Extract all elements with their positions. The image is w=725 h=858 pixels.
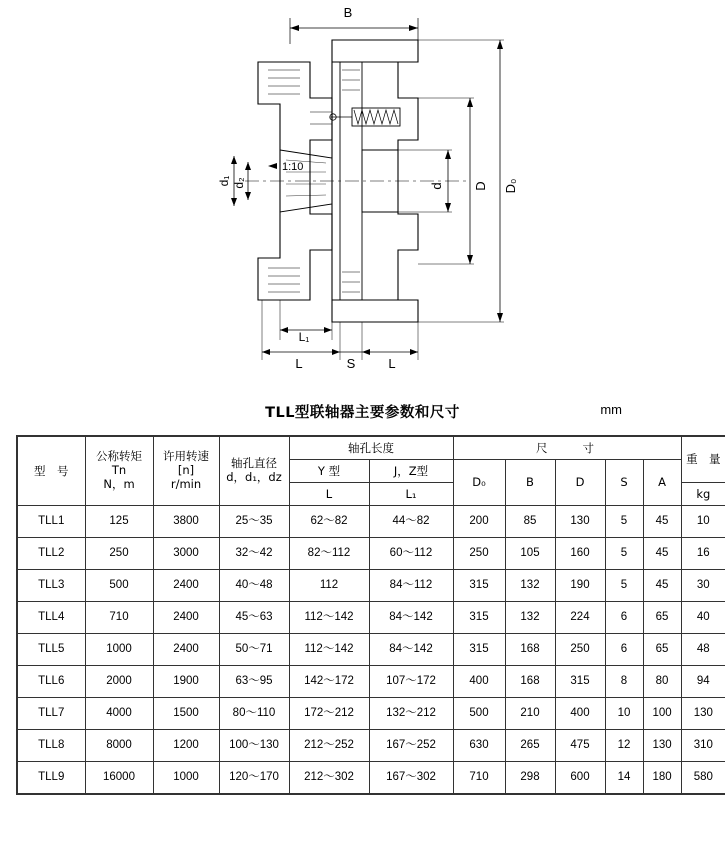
header-S: S bbox=[605, 460, 643, 506]
cell-speed: 3000 bbox=[153, 538, 219, 570]
cell-A: 45 bbox=[643, 570, 681, 602]
header-dimensions: 尺 寸 bbox=[453, 436, 681, 460]
cell-model: TLL3 bbox=[17, 570, 85, 602]
cell-D0: 710 bbox=[453, 762, 505, 795]
cell-speed: 2400 bbox=[153, 634, 219, 666]
header-y-type: Y 型 bbox=[289, 460, 369, 483]
cell-A: 130 bbox=[643, 730, 681, 762]
label-L1: L₁ bbox=[298, 330, 310, 344]
cell-A: 80 bbox=[643, 666, 681, 698]
cell-A: 65 bbox=[643, 634, 681, 666]
cell-S: 6 bbox=[605, 602, 643, 634]
cell-D: 160 bbox=[555, 538, 605, 570]
spec-table-wrap bbox=[16, 435, 721, 795]
cell-D0: 200 bbox=[453, 506, 505, 538]
cell-S: 6 bbox=[605, 634, 643, 666]
header-speed-l3: r/min bbox=[170, 476, 202, 491]
technical-drawing bbox=[0, 0, 725, 395]
label-B: B bbox=[343, 5, 353, 20]
cell-bore: 80～110 bbox=[219, 698, 289, 730]
header-D0: D₀ bbox=[453, 460, 505, 506]
cell-weight: 40 bbox=[681, 602, 725, 634]
header-D: D bbox=[555, 460, 605, 506]
cell-model: TLL4 bbox=[17, 602, 85, 634]
header-torque-l2: Tn bbox=[111, 463, 127, 478]
unit-label: mm bbox=[600, 402, 622, 417]
cell-bore: 45～63 bbox=[219, 602, 289, 634]
cell-torque: 125 bbox=[85, 506, 153, 538]
cell-speed: 2400 bbox=[153, 570, 219, 602]
cell-D0: 630 bbox=[453, 730, 505, 762]
header-speed-l2: [n] bbox=[177, 463, 195, 478]
cell-D: 130 bbox=[555, 506, 605, 538]
cell-S: 14 bbox=[605, 762, 643, 795]
label-d1: d₁ bbox=[217, 175, 231, 187]
header-weight-unit: kg bbox=[681, 483, 725, 506]
cell-model: TLL2 bbox=[17, 538, 85, 570]
cell-bore: 40～48 bbox=[219, 570, 289, 602]
label-D0: D₀ bbox=[503, 178, 518, 194]
cell-L: 112～142 bbox=[289, 602, 369, 634]
cell-D0: 315 bbox=[453, 570, 505, 602]
cell-S: 10 bbox=[605, 698, 643, 730]
cell-D0: 500 bbox=[453, 698, 505, 730]
cell-L: 172～212 bbox=[289, 698, 369, 730]
cell-L: 112 bbox=[289, 570, 369, 602]
cell-B: 210 bbox=[505, 698, 555, 730]
cell-speed: 1900 bbox=[153, 666, 219, 698]
cell-D: 190 bbox=[555, 570, 605, 602]
cell-L1: 44～82 bbox=[369, 506, 453, 538]
cell-model: TLL7 bbox=[17, 698, 85, 730]
cell-torque: 710 bbox=[85, 602, 153, 634]
cell-D0: 315 bbox=[453, 602, 505, 634]
cell-model: TLL8 bbox=[17, 730, 85, 762]
cell-B: 168 bbox=[505, 666, 555, 698]
cell-speed: 1500 bbox=[153, 698, 219, 730]
cell-S: 8 bbox=[605, 666, 643, 698]
cell-D: 250 bbox=[555, 634, 605, 666]
header-L1: L₁ bbox=[369, 483, 453, 506]
header-torque bbox=[85, 436, 153, 506]
table-row bbox=[17, 730, 725, 762]
cell-S: 5 bbox=[605, 570, 643, 602]
cell-L1: 107～172 bbox=[369, 666, 453, 698]
cell-torque: 4000 bbox=[85, 698, 153, 730]
cell-speed: 2400 bbox=[153, 602, 219, 634]
header-speed-l1: 许用转速 bbox=[163, 449, 209, 464]
cell-bore: 63～95 bbox=[219, 666, 289, 698]
cell-L1: 132～212 bbox=[369, 698, 453, 730]
cell-L1: 167～302 bbox=[369, 762, 453, 795]
cell-D0: 400 bbox=[453, 666, 505, 698]
cell-L1: 167～252 bbox=[369, 730, 453, 762]
label-L-right: L bbox=[388, 356, 396, 371]
header-model: 型 号 bbox=[17, 436, 85, 506]
cell-B: 265 bbox=[505, 730, 555, 762]
label-d2: d₂ bbox=[232, 177, 246, 189]
header-bore-length: 轴孔长度 bbox=[289, 436, 453, 460]
header-bore-l1: 轴孔直径 bbox=[231, 456, 277, 471]
cell-L1: 84～142 bbox=[369, 634, 453, 666]
table-row bbox=[17, 762, 725, 795]
header-B: B bbox=[505, 460, 555, 506]
cell-torque: 16000 bbox=[85, 762, 153, 795]
cell-torque: 1000 bbox=[85, 634, 153, 666]
cell-L: 62～82 bbox=[289, 506, 369, 538]
cell-weight: 10 bbox=[681, 506, 725, 538]
cell-L: 82～112 bbox=[289, 538, 369, 570]
cell-torque: 250 bbox=[85, 538, 153, 570]
cell-bore: 50～71 bbox=[219, 634, 289, 666]
cell-bore: 32～42 bbox=[219, 538, 289, 570]
cell-D0: 315 bbox=[453, 634, 505, 666]
cell-weight: 310 bbox=[681, 730, 725, 762]
cell-model: TLL5 bbox=[17, 634, 85, 666]
table-title: TLL型联轴器主要参数和尺寸 bbox=[265, 405, 460, 421]
cell-L1: 84～142 bbox=[369, 602, 453, 634]
table-row bbox=[17, 570, 725, 602]
cell-A: 45 bbox=[643, 506, 681, 538]
cell-model: TLL9 bbox=[17, 762, 85, 795]
cell-L1: 60～112 bbox=[369, 538, 453, 570]
label-d: d bbox=[429, 182, 444, 190]
table-row bbox=[17, 602, 725, 634]
cell-model: TLL6 bbox=[17, 666, 85, 698]
header-row-1 bbox=[17, 436, 725, 460]
cell-weight: 130 bbox=[681, 698, 725, 730]
cell-bore: 25～35 bbox=[219, 506, 289, 538]
cell-torque: 500 bbox=[85, 570, 153, 602]
cell-D: 224 bbox=[555, 602, 605, 634]
header-weight: 重 量 bbox=[681, 436, 725, 483]
header-L: L bbox=[289, 483, 369, 506]
cell-S: 12 bbox=[605, 730, 643, 762]
cell-D: 600 bbox=[555, 762, 605, 795]
cell-B: 132 bbox=[505, 570, 555, 602]
cell-A: 180 bbox=[643, 762, 681, 795]
table-body bbox=[17, 506, 725, 795]
cell-B: 168 bbox=[505, 634, 555, 666]
header-torque-l3: N，m bbox=[103, 476, 135, 491]
coupling-drawing-svg bbox=[0, 0, 725, 395]
header-torque-l1: 公称转矩 bbox=[96, 449, 142, 464]
cell-B: 132 bbox=[505, 602, 555, 634]
header-bore bbox=[219, 436, 289, 506]
cell-A: 100 bbox=[643, 698, 681, 730]
cell-L: 112～142 bbox=[289, 634, 369, 666]
cell-A: 45 bbox=[643, 538, 681, 570]
header-speed bbox=[153, 436, 219, 506]
spec-table bbox=[16, 435, 725, 795]
table-row bbox=[17, 698, 725, 730]
table-row bbox=[17, 666, 725, 698]
cell-B: 105 bbox=[505, 538, 555, 570]
cell-bore: 120～170 bbox=[219, 762, 289, 795]
table-row bbox=[17, 506, 725, 538]
cell-L1: 84～112 bbox=[369, 570, 453, 602]
cell-torque: 2000 bbox=[85, 666, 153, 698]
cell-weight: 48 bbox=[681, 634, 725, 666]
cell-weight: 30 bbox=[681, 570, 725, 602]
cell-B: 85 bbox=[505, 506, 555, 538]
cell-A: 65 bbox=[643, 602, 681, 634]
cell-D0: 250 bbox=[453, 538, 505, 570]
cell-D: 400 bbox=[555, 698, 605, 730]
cell-L: 212～302 bbox=[289, 762, 369, 795]
cell-speed: 1000 bbox=[153, 762, 219, 795]
cell-weight: 94 bbox=[681, 666, 725, 698]
cell-S: 5 bbox=[605, 506, 643, 538]
cell-weight: 16 bbox=[681, 538, 725, 570]
label-taper: 1:10 bbox=[282, 161, 304, 173]
label-D: D bbox=[473, 181, 488, 191]
header-bore-l2: d，d₁，dz bbox=[226, 470, 282, 484]
cell-D: 475 bbox=[555, 730, 605, 762]
cell-speed: 3800 bbox=[153, 506, 219, 538]
header-A: A bbox=[643, 460, 681, 506]
cell-model: TLL1 bbox=[17, 506, 85, 538]
cell-B: 298 bbox=[505, 762, 555, 795]
cell-L: 212～252 bbox=[289, 730, 369, 762]
cell-L: 142～172 bbox=[289, 666, 369, 698]
header-jz-type: J，Z型 bbox=[369, 460, 453, 483]
table-title-row bbox=[0, 401, 725, 431]
cell-torque: 8000 bbox=[85, 730, 153, 762]
label-L-left: L bbox=[295, 356, 303, 371]
label-S: S bbox=[346, 356, 356, 371]
cell-S: 5 bbox=[605, 538, 643, 570]
cell-weight: 580 bbox=[681, 762, 725, 795]
table-row bbox=[17, 634, 725, 666]
table-row bbox=[17, 538, 725, 570]
cell-speed: 1200 bbox=[153, 730, 219, 762]
cell-bore: 100～130 bbox=[219, 730, 289, 762]
table-head bbox=[17, 436, 725, 506]
cell-D: 315 bbox=[555, 666, 605, 698]
